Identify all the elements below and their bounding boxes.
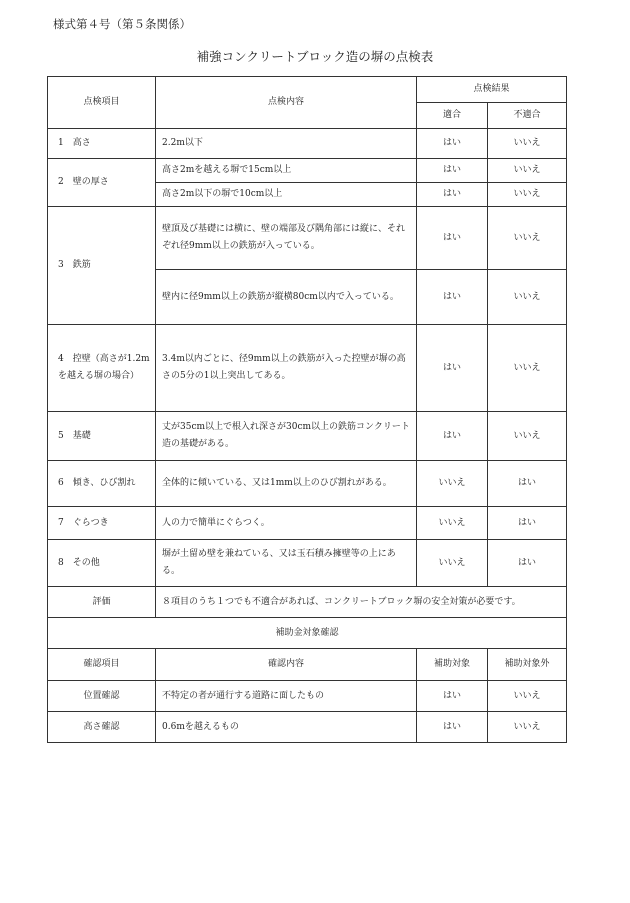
row-ng: はい [488,540,567,587]
row-content: 3.4m以内ごとに、径9mm以上の鉄筋が入った控壁が塀の高さの5分の1以上突出してある。 [156,325,417,412]
row-ng: いいえ [488,207,567,270]
subsidy-header-target: 補助対象 [417,649,488,681]
row-ng: いいえ [488,325,567,412]
subsidy-row [48,681,567,712]
row-content: 人の力で簡単にぐらつく。 [156,507,417,540]
row-content: 高さ2m以下の塀で10cm以上 [156,183,417,207]
header-item: 点検項目 [48,77,156,129]
row-ng: いいえ [488,129,567,159]
row-ok: いいえ [417,507,488,540]
evaluation-text: ８項目のうち１つでも不適合があれば、コンクリートブロック塀の安全対策が必要です。 [156,587,567,618]
subsidy-title: 補助金対象確認 [48,618,567,649]
row-ng: いいえ [488,412,567,461]
table-row [48,325,567,412]
row-item: 5 基礎 [48,412,156,461]
row-content: 塀が土留め壁を兼ねている、又は玉石積み擁壁等の上にある。 [156,540,417,587]
row-item: 2 壁の厚さ [48,159,156,207]
row-item: 7 ぐらつき [48,507,156,540]
table-row [48,207,567,270]
header-ok: 適合 [417,103,488,129]
row-ok: はい [417,183,488,207]
row-ok: いいえ [417,461,488,507]
table-row [48,129,567,159]
subsidy-non-target: いいえ [488,681,567,712]
subsidy-header-item: 確認項目 [48,649,156,681]
row-ng: いいえ [488,183,567,207]
row-item: 8 その他 [48,540,156,587]
row-ok: はい [417,159,488,183]
subsidy-section-row [48,618,567,649]
row-content: 2.2m以下 [156,129,417,159]
header-ng: 不適合 [488,103,567,129]
row-ng: いいえ [488,270,567,325]
subsidy-item: 位置確認 [48,681,156,712]
subsidy-header-non-target: 補助対象外 [488,649,567,681]
row-item: 6 傾き、ひび割れ [48,461,156,507]
table-row [48,412,567,461]
evaluation-label: 評価 [48,587,156,618]
row-ok: はい [417,207,488,270]
row-content: 高さ2mを越える塀で15cm以上 [156,159,417,183]
row-ng: はい [488,461,567,507]
subsidy-content: 0.6mを越えるもの [156,712,417,743]
row-ok: はい [417,270,488,325]
row-content: 壁内に径9mm以上の鉄筋が縦横80cm以内で入っている。 [156,270,417,325]
table-row [48,507,567,540]
row-ng: はい [488,507,567,540]
row-content: 全体的に傾いている、又は1mm以上のひび割れがある。 [156,461,417,507]
row-item: 4 控壁（高さが1.2mを越える塀の場合） [48,325,156,412]
subsidy-non-target: いいえ [488,712,567,743]
subsidy-item: 高さ確認 [48,712,156,743]
subsidy-content: 不特定の者が通行する道路に面したもの [156,681,417,712]
table-row [48,540,567,587]
subsidy-header-row [48,649,567,681]
row-content: 壁頂及び基礎には横に、壁の端部及び隅角部には縦に、それぞれ径9mm以上の鉄筋が入っている。 [156,207,417,270]
evaluation-row [48,587,567,618]
row-ok: はい [417,325,488,412]
subsidy-header-content: 確認内容 [156,649,417,681]
row-ok: いいえ [417,540,488,587]
header-result: 点検結果 [417,77,567,103]
document-title: 補強コンクリートブロック造の塀の点検表 [196,49,434,64]
row-ok: はい [417,129,488,159]
row-item: 1 高さ [48,129,156,159]
row-ok: はい [417,412,488,461]
subsidy-row [48,712,567,743]
inspection-table [47,76,567,743]
header-row [48,77,567,103]
table-row [48,461,567,507]
subsidy-target: はい [417,712,488,743]
subsidy-target: はい [417,681,488,712]
form-number: 様式第４号（第５条関係） [53,17,191,31]
header-content: 点検内容 [156,77,417,129]
table-row [48,159,567,183]
row-ng: いいえ [488,159,567,183]
row-item: 3 鉄筋 [48,207,156,325]
row-content: 丈が35cm以上で根入れ深さが30cm以上の鉄筋コンクリート造の基礎がある。 [156,412,417,461]
